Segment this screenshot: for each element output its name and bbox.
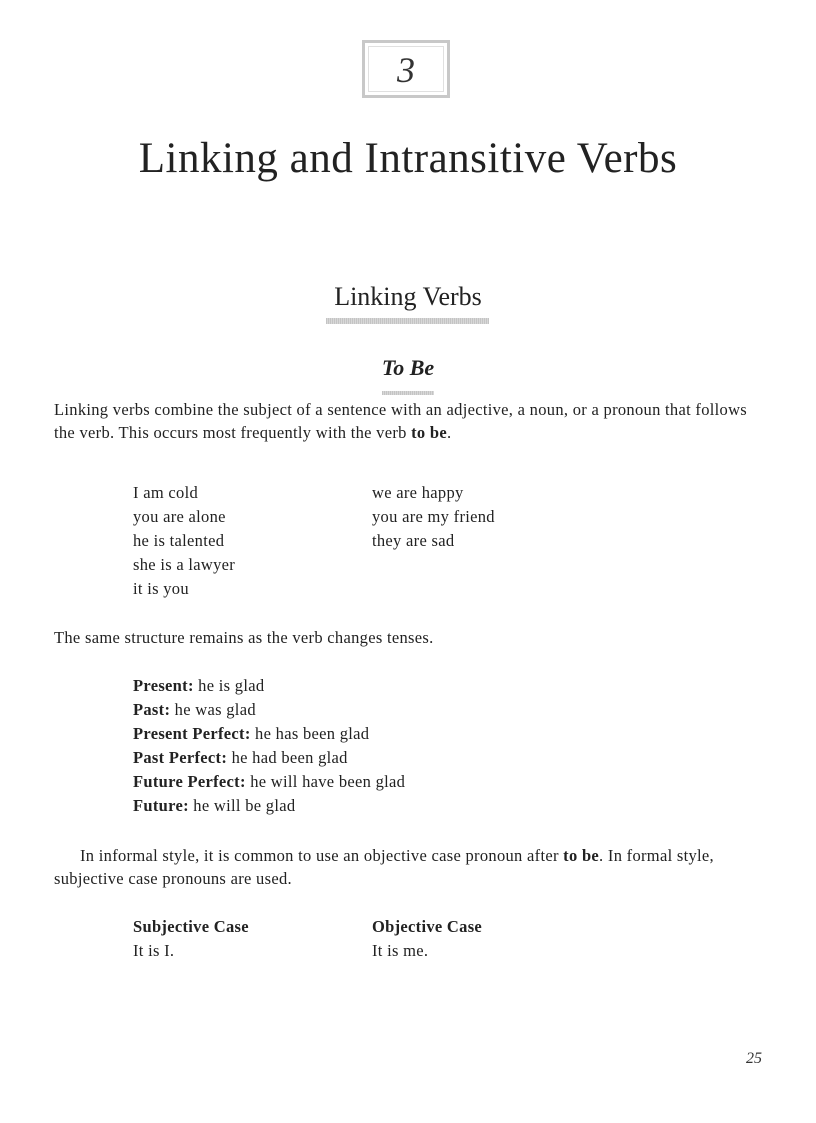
list-item xyxy=(133,722,405,746)
tense-example: he will have been glad xyxy=(245,772,406,791)
subjective-case-header xyxy=(133,915,249,939)
list-item: you are alone xyxy=(133,507,226,526)
informal-text-end: . In formal style, subjective case pronouns are used. xyxy=(54,846,714,888)
subsection-title-underline xyxy=(382,391,434,395)
chapter-number-box xyxy=(362,40,450,98)
tense-label: Future Perfect: xyxy=(133,772,246,791)
chapter-number: 3 xyxy=(397,50,415,90)
list-item: they are sad xyxy=(372,531,455,550)
tenses-list xyxy=(133,674,405,818)
subjective-case-column xyxy=(133,915,249,963)
objective-case-header xyxy=(372,915,482,939)
list-item: it is you xyxy=(133,579,189,598)
section-title: Linking Verbs xyxy=(334,282,482,311)
list-item: I am cold xyxy=(133,483,199,502)
subjective-case-header-text: Subjective Case xyxy=(133,917,249,936)
tense-example: he had been glad xyxy=(227,748,348,767)
informal-bold-term: to be xyxy=(563,846,600,865)
page-number: 25 xyxy=(746,1050,762,1067)
objective-case-example: It is me. xyxy=(372,941,429,960)
tense-label: Past Perfect: xyxy=(133,748,228,767)
chapter-title: Linking and Intransitive Verbs xyxy=(138,135,678,182)
informal-paragraph xyxy=(54,844,764,890)
list-item xyxy=(133,746,405,770)
objective-case-column xyxy=(372,915,482,963)
tense-example: he has been glad xyxy=(250,724,370,743)
intro-paragraph xyxy=(54,398,764,444)
informal-text: In informal style, it is common to use an objective case pronoun after xyxy=(80,846,564,865)
list-item: we are happy xyxy=(372,483,464,502)
tense-label: Past: xyxy=(133,700,171,719)
examples-right-list xyxy=(372,481,495,553)
examples-left-list xyxy=(133,481,235,601)
list-item xyxy=(133,698,405,722)
list-item xyxy=(133,674,405,698)
intro-bold-term: to be xyxy=(411,423,448,442)
tense-label: Present Perfect: xyxy=(133,724,251,743)
section-title-underline xyxy=(326,318,489,324)
subsection-title: To Be xyxy=(381,355,435,380)
tense-label: Present: xyxy=(133,676,194,695)
tense-label: Future: xyxy=(133,796,189,815)
tense-example: he is glad xyxy=(193,676,265,695)
intro-text-end: . xyxy=(447,423,452,442)
intro-text: Linking verbs combine the subject of a sentence with an adjective, a noun, or a pronoun that follows the verb. This occurs most frequently with the verb xyxy=(54,400,748,442)
list-item: she is a lawyer xyxy=(133,555,236,574)
list-item: he is talented xyxy=(133,531,225,550)
tense-example: he will be glad xyxy=(188,796,296,815)
tenses-intro: The same structure remains as the verb changes tenses. xyxy=(54,628,434,647)
tense-example: he was glad xyxy=(170,700,256,719)
list-item xyxy=(133,794,405,818)
subjective-case-example: It is I. xyxy=(133,941,175,960)
list-item: you are my friend xyxy=(372,507,495,526)
objective-case-header-text: Objective Case xyxy=(372,917,483,936)
list-item xyxy=(133,770,405,794)
